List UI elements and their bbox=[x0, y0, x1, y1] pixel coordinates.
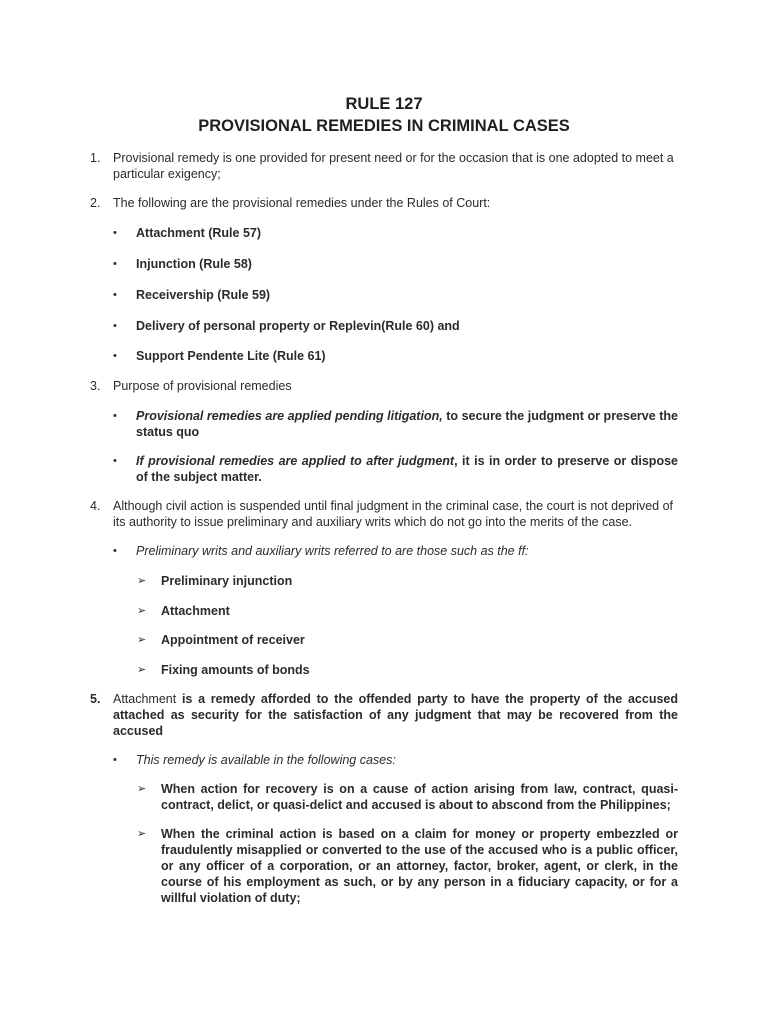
writ-text: Attachment bbox=[161, 604, 230, 618]
arrow-bullet-icon: ➢ bbox=[137, 828, 147, 840]
purpose-text bbox=[136, 453, 678, 485]
purpose-rest: to secure the judgment or preserve the status quo bbox=[136, 409, 678, 439]
arrow-bullet-icon: ➢ bbox=[137, 605, 147, 617]
bullet-icon: • bbox=[113, 350, 117, 362]
arrow-bullet-icon: ➢ bbox=[137, 575, 147, 587]
bullet-icon: • bbox=[113, 410, 117, 422]
rule-number: RULE 127 bbox=[345, 95, 423, 113]
bullet-icon: • bbox=[113, 545, 117, 557]
purpose-text bbox=[136, 408, 678, 440]
item-text: Although civil action is suspended until final judgment in the criminal case, the court is not deprived of its authority to issue preliminary and auxiliary writs which do not go into the merits of the case. bbox=[113, 499, 674, 529]
purpose-emphasis: Provisional remedies are applied pending litigation, bbox=[136, 409, 443, 423]
item-rest: is a remedy afforded to the offended party to have the property of the accused attached as security for the satisfaction of any judgment that may be recovered from the accused bbox=[113, 692, 678, 738]
remedy-text: Delivery of personal property or Replevin(Rule 60) and bbox=[136, 319, 460, 333]
item-text bbox=[113, 691, 678, 739]
cases-intro-text: This remedy is available in the following cases: bbox=[136, 753, 396, 767]
bullet-icon: • bbox=[113, 754, 117, 766]
bullet-icon: • bbox=[113, 289, 117, 301]
item-number: 4. bbox=[90, 499, 101, 513]
remedy-text: Receivership (Rule 59) bbox=[136, 288, 271, 302]
item-text: The following are the provisional remedies under the Rules of Court: bbox=[113, 196, 491, 210]
bullet-icon: • bbox=[113, 455, 117, 467]
item-text: Purpose of provisional remedies bbox=[113, 379, 292, 393]
item-number: 2. bbox=[90, 196, 101, 210]
bullet-icon: • bbox=[113, 227, 117, 239]
arrow-bullet-icon: ➢ bbox=[137, 783, 147, 795]
writ-text: Preliminary injunction bbox=[161, 574, 293, 588]
case-text: When the criminal action is based on a claim for money or property embezzled or fraudulently misapplied or converted to the use of the accused who is a public officer, or any officer of a corporation, or an attorney, factor, broker, agent, or clerk, in the course of his employment as such, or by any person in a fiduciary capacity, or for a willful violation of duty; bbox=[161, 827, 678, 905]
remedy-text: Support Pendente Lite (Rule 61) bbox=[136, 349, 326, 363]
bullet-icon: • bbox=[113, 320, 117, 332]
remedy-text: Injunction (Rule 58) bbox=[136, 257, 252, 271]
item-number: 5. bbox=[90, 692, 101, 706]
document-title: PROVISIONAL REMEDIES IN CRIMINAL CASES bbox=[198, 117, 570, 135]
case-text: When action for recovery is on a cause of action arising from law, contract, quasi-contract, delict, or quasi-delict and accused is about to abscond from the Philippines; bbox=[161, 782, 678, 812]
writ-text: Appointment of receiver bbox=[161, 633, 305, 647]
purpose-rest: , it is in order to preserve or dispose of the subject matter. bbox=[136, 454, 678, 484]
item-number: 3. bbox=[90, 379, 101, 393]
writ-text: Fixing amounts of bonds bbox=[161, 663, 310, 677]
writs-intro-text: Preliminary writs and auxiliary writs referred to are those such as the ff: bbox=[136, 544, 529, 558]
item-lead: Attachment bbox=[113, 692, 177, 706]
remedy-text: Attachment (Rule 57) bbox=[136, 226, 262, 240]
item-text: Provisional remedy is one provided for present need or for the occasion that is one adopted to meet a particular exigency; bbox=[113, 151, 674, 181]
bullet-icon: • bbox=[113, 258, 117, 270]
purpose-emphasis: If provisional remedies are applied to after judgment bbox=[136, 454, 455, 468]
arrow-bullet-icon: ➢ bbox=[137, 634, 147, 646]
arrow-bullet-icon: ➢ bbox=[137, 664, 147, 676]
item-number: 1. bbox=[90, 151, 101, 165]
